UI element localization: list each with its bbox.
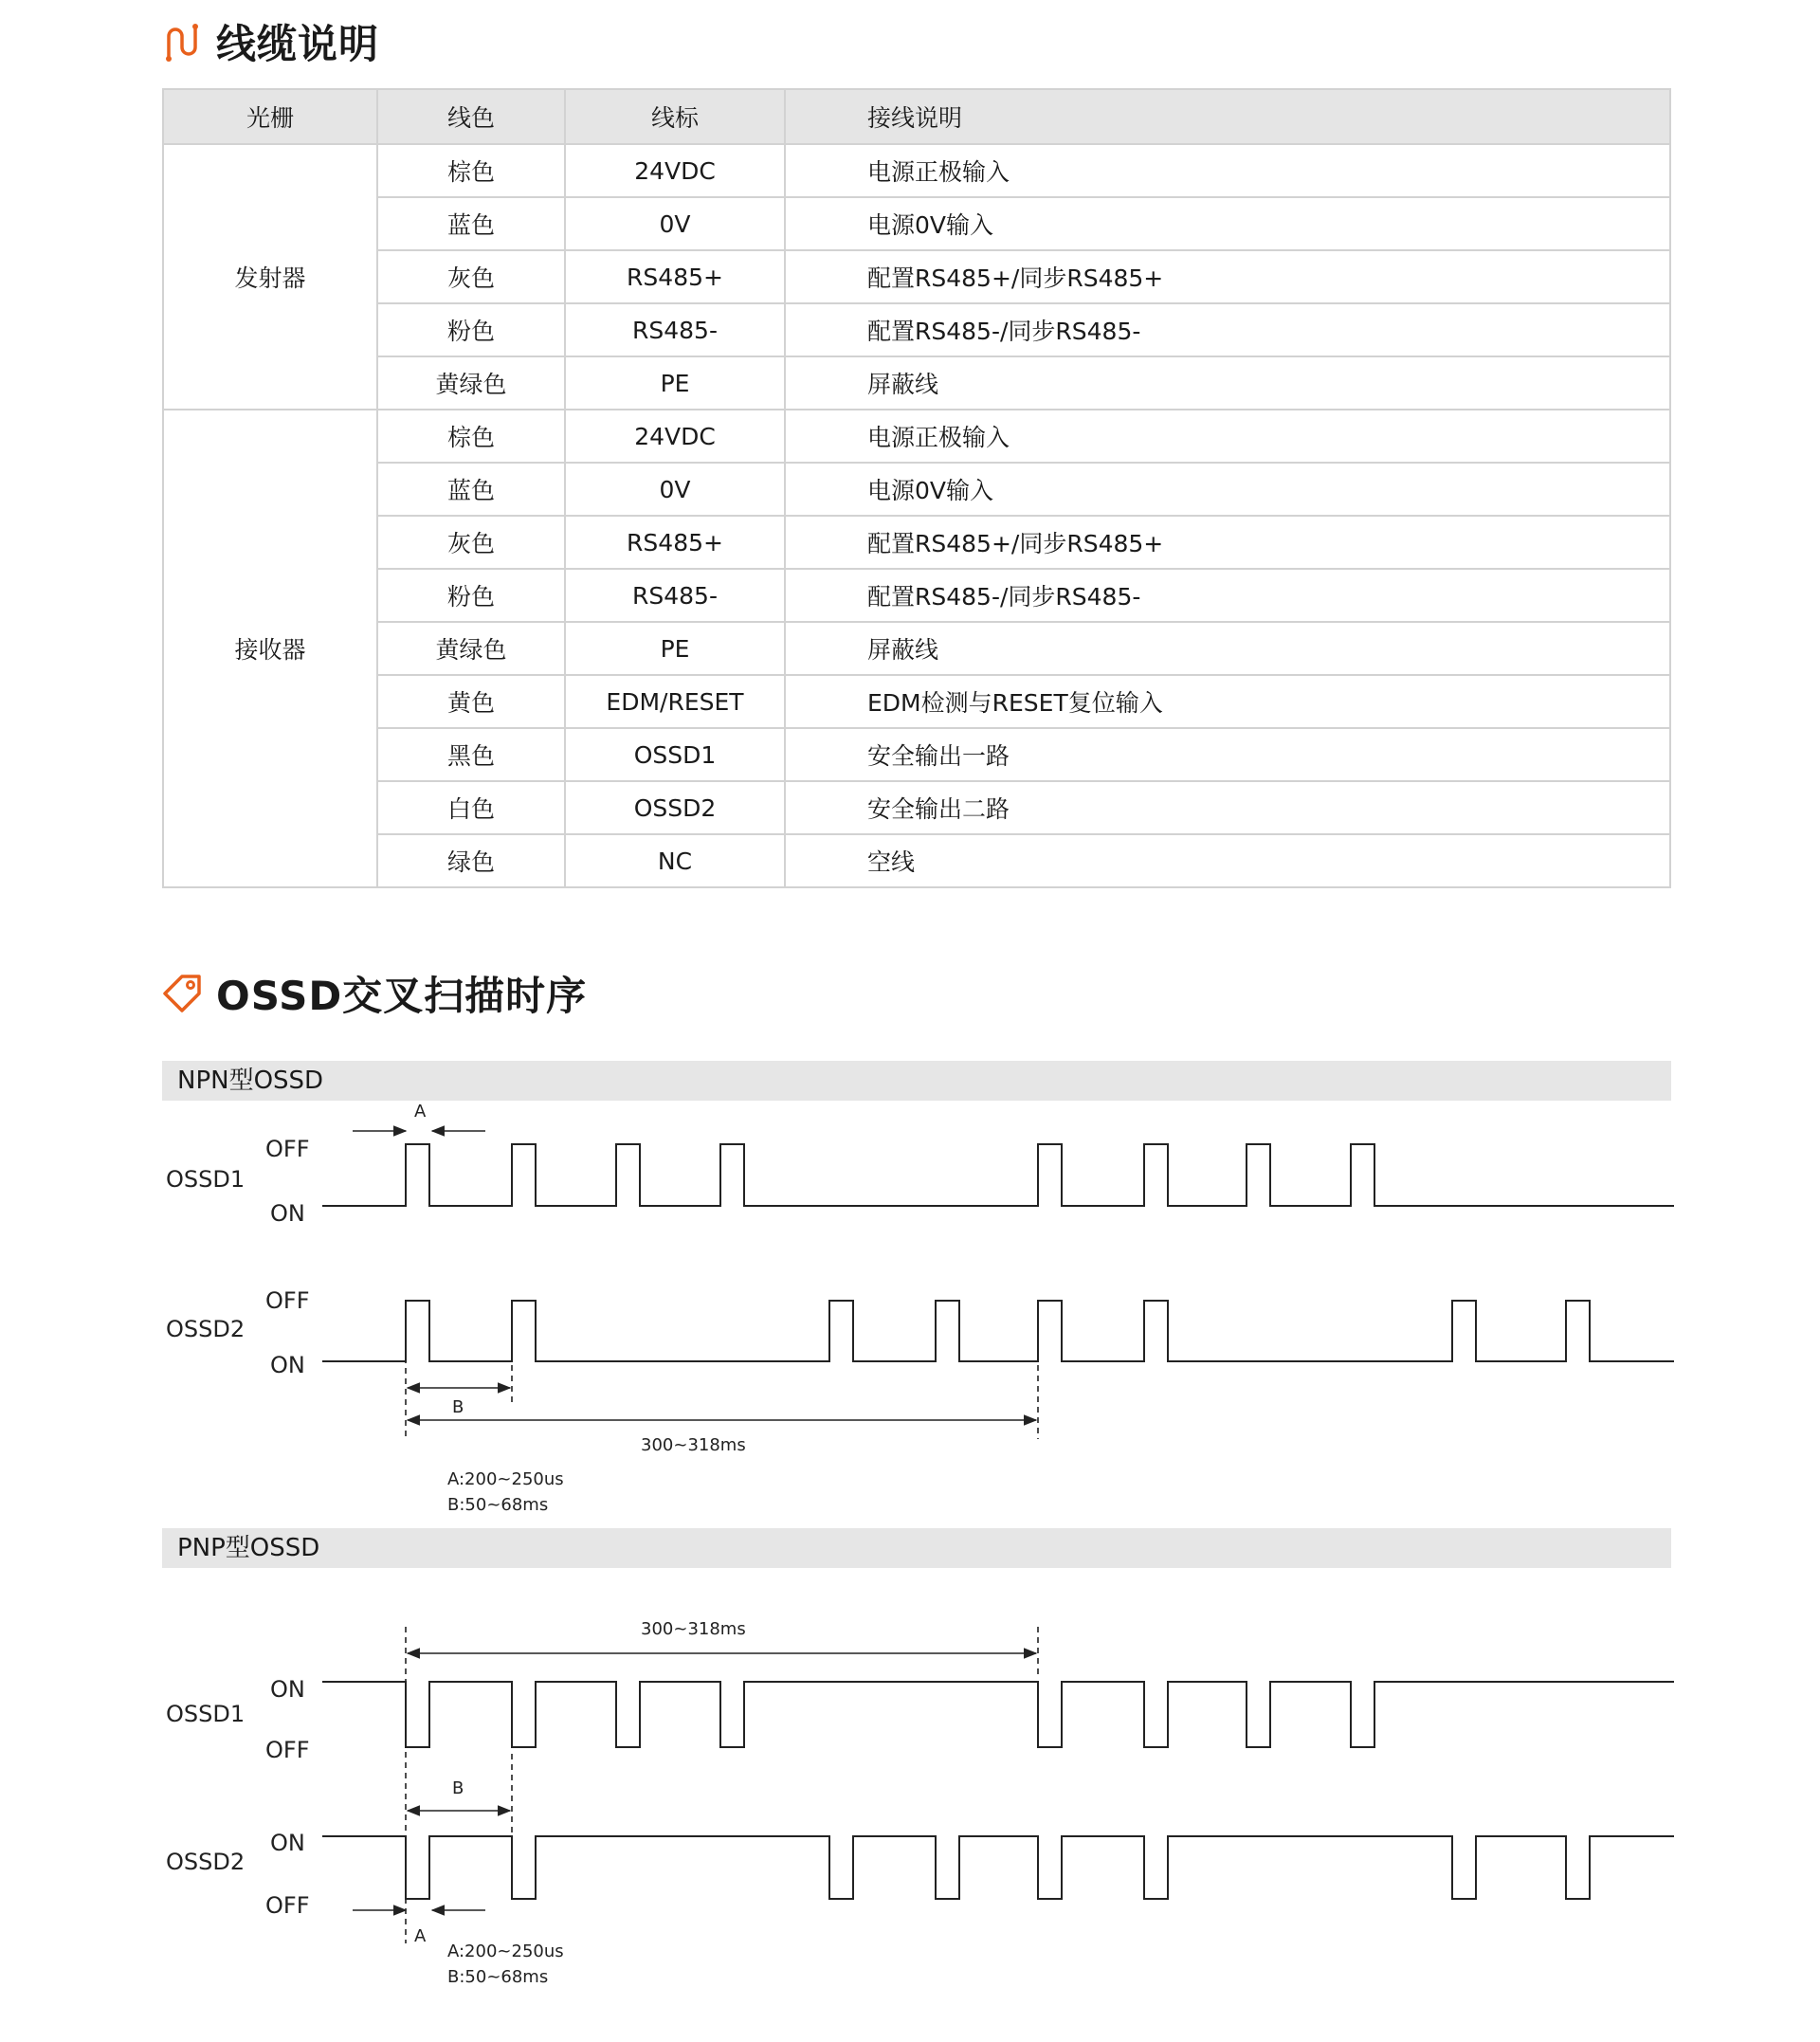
wire-color-cell: 棕色 xyxy=(377,144,565,197)
pnp-period-label: 300~318ms xyxy=(641,1619,746,1639)
wire-label-cell: RS485- xyxy=(565,569,785,622)
wire-label-cell: 24VDC xyxy=(565,144,785,197)
wire-color-cell: 黄绿色 xyxy=(377,622,565,675)
wiring-desc-cell: 安全输出二路 xyxy=(785,781,1670,834)
pnp-b-label: B xyxy=(452,1778,464,1798)
npn-b-label: B xyxy=(452,1397,464,1417)
wiring-desc-cell: 屏蔽线 xyxy=(785,622,1670,675)
pnp-a-label: A xyxy=(414,1926,427,1946)
wire-label-cell: 0V xyxy=(565,197,785,250)
wire-color-cell: 黄绿色 xyxy=(377,356,565,410)
wire-label-cell: PE xyxy=(565,356,785,410)
npn-period-label: 300~318ms xyxy=(641,1435,746,1455)
wiring-desc-cell: 配置RS485+/同步RS485+ xyxy=(785,250,1670,303)
npn-ossd2-label: OSSD2 xyxy=(166,1316,246,1342)
npn-note-b: B:50~68ms xyxy=(447,1495,549,1515)
wire-label-cell: RS485+ xyxy=(565,516,785,569)
wiring-desc-cell: 空线 xyxy=(785,834,1670,887)
npn-ossd1-label: OSSD1 xyxy=(166,1166,246,1193)
wire-color-cell: 粉色 xyxy=(377,303,565,356)
pnp-ossd2-waveform xyxy=(322,1836,1674,1899)
wire-label-cell: OSSD2 xyxy=(565,781,785,834)
pnp-ossd1-label: OSSD1 xyxy=(166,1701,246,1727)
cable-title-text: 线缆说明 xyxy=(216,21,380,67)
pnp-ossd1-waveform xyxy=(322,1682,1674,1747)
timing-title-text: OSSD交叉扫描时序 xyxy=(216,973,588,1019)
wire-label-cell: EDM/RESET xyxy=(565,675,785,728)
npn-annotations xyxy=(353,1131,1038,1439)
npn-ossd1-high-label: OFF xyxy=(265,1136,310,1162)
wire-color-cell: 白色 xyxy=(377,781,565,834)
npn-ossd1-waveform xyxy=(322,1144,1674,1206)
wire-color-cell: 绿色 xyxy=(377,834,565,887)
header-wire-color: 线色 xyxy=(377,89,565,144)
wire-label-cell: RS485- xyxy=(565,303,785,356)
device-group-cell: 接收器 xyxy=(163,410,377,887)
wiring-desc-cell: 电源正极输入 xyxy=(785,410,1670,463)
pnp-note-a: A:200~250us xyxy=(447,1942,564,1961)
wire-color-cell: 灰色 xyxy=(377,516,565,569)
wiring-desc-cell: EDM检测与RESET复位输入 xyxy=(785,675,1670,728)
wiring-desc-cell: 安全输出一路 xyxy=(785,728,1670,781)
npn-panel-title: NPN型OSSD xyxy=(162,1061,1671,1101)
wire-label-cell: 0V xyxy=(565,463,785,516)
pnp-panel-title: PNP型OSSD xyxy=(162,1528,1671,1568)
wiring-desc-cell: 电源正极输入 xyxy=(785,144,1670,197)
npn-ossd2-high-label: OFF xyxy=(265,1287,310,1314)
pnp-ossd2-low-label: OFF xyxy=(265,1892,310,1919)
npn-ossd2-low-label: ON xyxy=(270,1352,305,1378)
wire-label-cell: RS485+ xyxy=(565,250,785,303)
wiring-desc-cell: 电源0V输入 xyxy=(785,463,1670,516)
pnp-ossd1-high-label: ON xyxy=(270,1676,305,1703)
wiring-desc-cell: 配置RS485-/同步RS485- xyxy=(785,569,1670,622)
wire-color-cell: 粉色 xyxy=(377,569,565,622)
wire-color-cell: 黑色 xyxy=(377,728,565,781)
pnp-ossd1-low-label: OFF xyxy=(265,1737,310,1763)
npn-ossd1-low-label: ON xyxy=(270,1200,305,1227)
wire-label-cell: PE xyxy=(565,622,785,675)
header-wire-label: 线标 xyxy=(565,89,785,144)
wire-label-cell: 24VDC xyxy=(565,410,785,463)
wire-color-cell: 棕色 xyxy=(377,410,565,463)
wire-color-cell: 蓝色 xyxy=(377,463,565,516)
header-wiring-desc: 接线说明 xyxy=(785,89,1670,144)
pnp-ossd2-high-label: ON xyxy=(270,1830,305,1856)
wire-color-cell: 灰色 xyxy=(377,250,565,303)
pnp-ossd2-label: OSSD2 xyxy=(166,1849,246,1875)
header-grating: 光栅 xyxy=(163,89,377,144)
wire-label-cell: NC xyxy=(565,834,785,887)
wire-color-cell: 黄色 xyxy=(377,675,565,728)
npn-a-label: A xyxy=(414,1102,427,1121)
device-group-cell: 发射器 xyxy=(163,144,377,410)
wiring-desc-cell: 配置RS485-/同步RS485- xyxy=(785,303,1670,356)
npn-note-a: A:200~250us xyxy=(447,1469,564,1489)
wire-color-cell: 蓝色 xyxy=(377,197,565,250)
wire-label-cell: OSSD1 xyxy=(565,728,785,781)
pnp-note-b: B:50~68ms xyxy=(447,1967,549,1987)
wiring-desc-cell: 屏蔽线 xyxy=(785,356,1670,410)
npn-ossd2-waveform xyxy=(322,1301,1674,1361)
wiring-desc-cell: 电源0V输入 xyxy=(785,197,1670,250)
wiring-desc-cell: 配置RS485+/同步RS485+ xyxy=(785,516,1670,569)
